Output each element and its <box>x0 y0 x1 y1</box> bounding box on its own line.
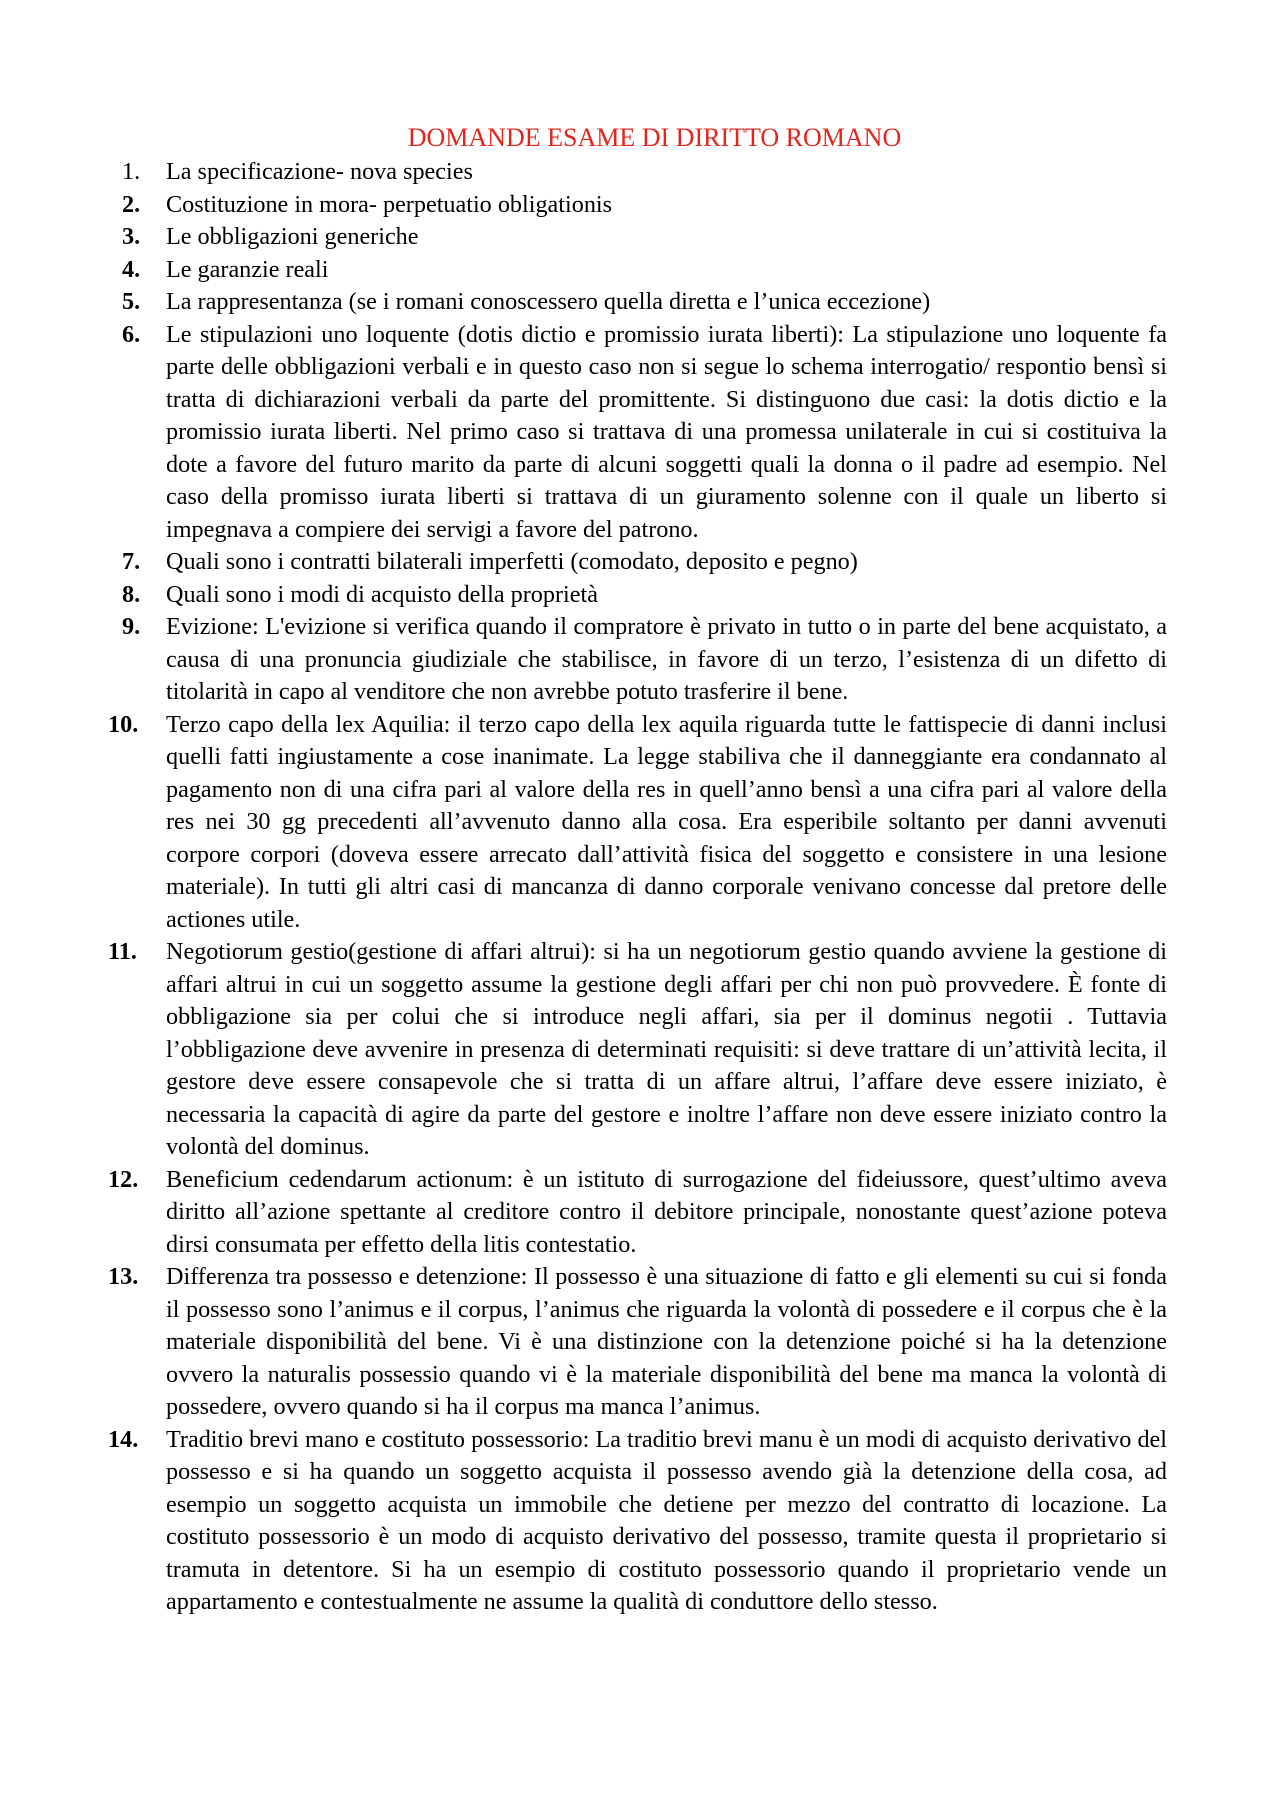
list-item <box>122 254 1167 287</box>
list-item <box>122 611 1167 709</box>
item-text: Le obbligazioni generiche <box>166 223 419 250</box>
item-number: 9. <box>122 613 141 640</box>
item-text: Differenza tra possesso e detenzione: Il possesso è una situazione di fatto e gli elementi su cui si fonda il possesso sono l’animus e il corpus, l’animus che riguarda la volontà di possedere e il corpus che è la materiale disponibilità del bene. Vi è una distinzione con la detenzione poiché si ha la detenzione ovvero la naturalis possessio quando vi è la materiale disponibilità del bene ma manca la volontà di possedere, ovvero quando si ha il corpus ma manca l’animus. <box>166 1263 1167 1420</box>
item-text: Quali sono i contratti bilaterali imperfetti (comodato, deposito e pegno) <box>166 548 858 575</box>
item-number: 12. <box>108 1165 139 1193</box>
item-text: Costituzione in mora- perpetuatio obligationis <box>166 190 613 218</box>
item-number: 6. <box>122 320 141 348</box>
list-item <box>122 156 1167 189</box>
item-number: 14. <box>108 1425 139 1453</box>
list-item <box>108 1164 1167 1262</box>
item-number: 2. <box>122 190 141 218</box>
question-list <box>108 156 1167 1619</box>
item-text: Le garanzie reali <box>166 255 329 283</box>
page-title: DOMANDE ESAME DI DIRITTO ROMANO <box>407 123 902 152</box>
list-item <box>122 319 1167 547</box>
item-text: Evizione: L'evizione si verifica quando il compratore è privato in tutto o in parte del bene acquistato, a causa di una pronuncia giudiziale che stabilisce, in favore di un terzo, l’esistenza di un difetto di titolarità in capo al venditore che non avrebbe potuto trasferire il bene. <box>166 613 1167 705</box>
item-text: Beneficium cedendarum actionum: è un istituto di surrogazione del fideiussore, quest’ultimo aveva diritto all’azione spettante al creditore contro il debitore principale, nonostante quest’azione poteva dirsi consumata per effetto della litis contestatio. <box>166 1165 1167 1258</box>
list-item <box>122 579 1167 612</box>
list-item <box>122 286 1167 319</box>
item-text: La rappresentanza (se i romani conoscessero quella diretta e l’unica eccezione) <box>166 288 931 315</box>
item-number: 5. <box>122 288 141 315</box>
item-number: 7. <box>122 548 141 575</box>
list-item <box>108 936 1167 1164</box>
list-item <box>122 189 1167 222</box>
item-text: Le stipulazioni uno loquente (dotis dictio e promissio iurata liberti): La stipulazione uno loquente fa parte delle obbligazioni verbali e in questo caso non si segue lo schema interrogatio/ respontio bensì si tratta di dichiarazioni verbali da parte del promittente. Si distinguono due casi: la dotis dictio e la promissio iurata liberti. Nel primo caso si trattava di una promessa unilaterale in cui si costituiva la dote a favore del futuro marito da parte di alcuni soggetti quali la donna o il padre ad esempio. Nel caso della promisso iurata liberti si trattava di un giuramento solenne con il quale un liberto si impegnava a compiere dei servigi a favore del patrono. <box>166 320 1167 543</box>
list-item <box>108 1261 1167 1424</box>
item-number: 8. <box>122 580 141 608</box>
item-text: Traditio brevi mano e costituto possessorio: La traditio brevi manu è un modi di acquisto derivativo del possesso e si ha quando un soggetto acquista il possesso avendo già la detenzione della cosa, ad esempio un soggetto acquista un immobile che detiene per mezzo del contratto di locazione. La costituto possessorio è un modo di acquisto derivativo del possesso, tramite questa il proprietario si tramuta in detentore. Si ha un esempio di costituto possessorio quando il proprietario vende un appartamento e contestualmente ne assume la qualità di conduttore dello stesso. <box>166 1425 1167 1615</box>
item-number: 1. <box>122 158 141 185</box>
item-number: 4. <box>122 255 141 283</box>
item-text: La specificazione- nova species <box>166 158 473 185</box>
document-body <box>108 122 1167 1619</box>
item-number: 10. <box>108 710 139 738</box>
item-text: Negotiorum gestio(gestione di affari altrui): si ha un negotiorum gestio quando avviene la gestione di affari altrui in cui un soggetto assume la gestione degli affari per chi non può provvedere. È fonte di obbligazione sia per colui che si introduce negli affari, sia per il dominus negotii . Tuttavia l’obbligazione deve avvenire in presenza di determinati requisiti: si deve trattare di un’attività lecita, il gestore deve essere consapevole che si tratta di un affare altrui, l’affare deve essere iniziato, è necessaria la capacità di agire da parte del gestore e inoltre l’affare non deve essere iniziato contro la volontà del dominus. <box>166 938 1167 1160</box>
item-number: 11. <box>108 938 137 965</box>
item-text: Terzo capo della lex Aquilia: il terzo capo della lex aquila riguarda tutte le fattispecie di danni inclusi quelli fatti ingiustamente a cose inanimate. La legge stabiliva che il danneggiante era condannato al pagamento non di una cifra pari al valore della res in quell’anno bensì a una cifra pari al valore della res nei 30 gg precedenti all’avvenuto danno alla cosa. Era esperibile soltanto per danni avvenuti corpore corpori (doveva essere arrecato dall’attività fisica del soggetto e consistere in una lesione materiale). In tutti gli altri casi di mancanza di danno corporale venivano concesse dal pretore delle actiones utile. <box>166 710 1167 933</box>
list-item <box>108 709 1167 937</box>
list-item <box>122 221 1167 254</box>
list-item <box>108 1424 1167 1619</box>
item-text: Quali sono i modi di acquisto della proprietà <box>166 580 598 608</box>
list-item <box>122 546 1167 579</box>
item-number: 3. <box>122 223 141 250</box>
item-number: 13. <box>108 1263 139 1290</box>
